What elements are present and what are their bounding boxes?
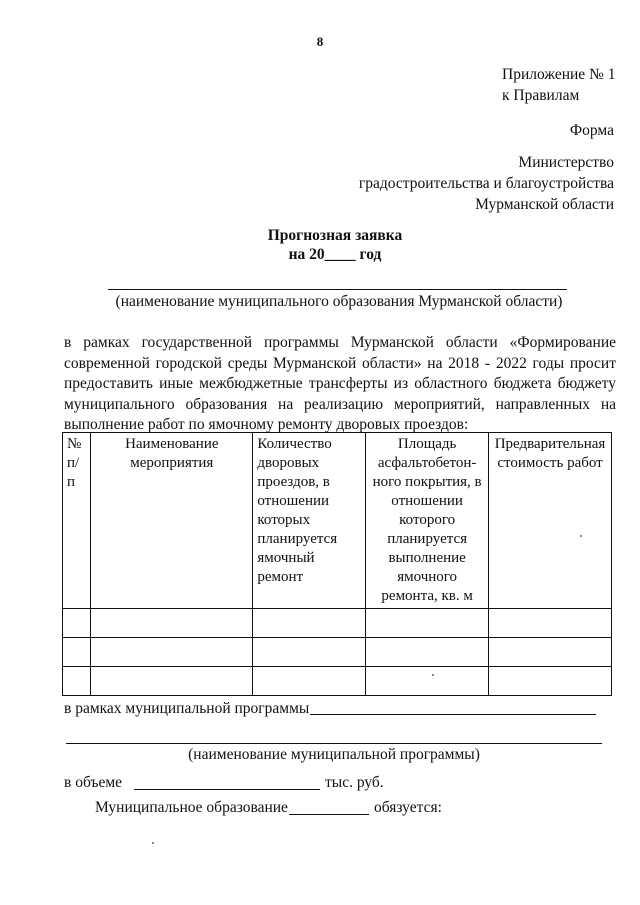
program-row — [64, 700, 309, 718]
table-cell — [489, 609, 612, 638]
page-number: 8 — [316, 34, 324, 49]
volume-unit-wrap — [325, 774, 384, 792]
municipality-caption: (наименование муниципального образования Мурманской области) — [115, 293, 563, 310]
recipient-line-3: Мурманской области — [475, 196, 614, 213]
scan-speck — [152, 842, 154, 844]
recipient-line-1: Министерство — [518, 154, 614, 171]
document-title — [0, 226, 640, 264]
municipality-blank-line — [108, 289, 567, 290]
recipient-block — [359, 152, 614, 215]
table-cell — [366, 638, 489, 667]
volume-row — [64, 774, 122, 792]
table-cell — [253, 667, 366, 696]
form-label: Форма — [569, 122, 614, 139]
header-number: № п/п — [63, 433, 91, 609]
obligation-blank-line[interactable] — [289, 814, 369, 815]
appendix-line-2: к Правилам — [502, 87, 580, 104]
table-cell — [91, 609, 253, 638]
program-caption: (наименование муниципальной программы) — [188, 746, 480, 763]
works-table — [62, 432, 612, 696]
program-name-blank-line[interactable] — [66, 743, 602, 744]
title-line-2: на 20____ год — [288, 246, 382, 263]
scan-speck — [580, 535, 582, 537]
header-asphalt-area: Площадь асфальтобетон-ного покрытия, в отношении которого планируется выполнение ямочного ремонта, кв. м — [366, 433, 489, 609]
table-header-row — [63, 433, 612, 609]
volume-label: в объеме — [64, 774, 123, 791]
table-row — [63, 667, 612, 696]
title-line-1: Прогнозная заявка — [267, 227, 403, 244]
table-cell — [366, 609, 489, 638]
table-cell — [366, 667, 489, 696]
obligation-suffix-wrap — [374, 799, 442, 817]
table-row — [63, 609, 612, 638]
table-cell — [253, 638, 366, 667]
scan-speck — [432, 674, 434, 676]
program-blank-line[interactable] — [310, 714, 596, 715]
intro-paragraph — [64, 333, 616, 436]
obligation-row — [95, 799, 288, 817]
volume-unit: тыс. руб. — [325, 774, 384, 791]
table-cell — [63, 638, 91, 667]
table-cell — [489, 667, 612, 696]
table-cell — [489, 638, 612, 667]
intro-text: в рамках государственной программы Мурманской области «Формирование современной городской среды Мурманской области» на 2018 - 2022 годы просит предоставить иные межбюджетные трансферты из областного бюджета бюджету муниципального образования на реализацию мероприятий, направленных на выполнение работ по ямочному ремонту дворовых проездов: — [64, 334, 616, 433]
appendix-note — [502, 64, 615, 106]
recipient-line-2: градостроительства и благоустройства — [358, 175, 614, 192]
obligation-suffix: обязуется: — [374, 799, 442, 816]
program-label: в рамках муниципальной программы — [64, 700, 310, 717]
header-passages-count: Количество дворовых проездов, в отношении которых планируется ямочный ремонт — [253, 433, 366, 609]
volume-blank-line[interactable] — [134, 789, 320, 790]
table-cell — [91, 667, 253, 696]
table-cell — [63, 667, 91, 696]
header-estimated-cost: Предварительная стоимость работ — [489, 433, 612, 609]
table-row — [63, 638, 612, 667]
table-cell — [253, 609, 366, 638]
appendix-line-1: Приложение № 1 — [502, 66, 616, 83]
obligation-label: Муниципальное образование — [95, 799, 288, 816]
header-event-name: Наименование мероприятия — [91, 433, 253, 609]
table-cell — [91, 638, 253, 667]
table-cell — [63, 609, 91, 638]
